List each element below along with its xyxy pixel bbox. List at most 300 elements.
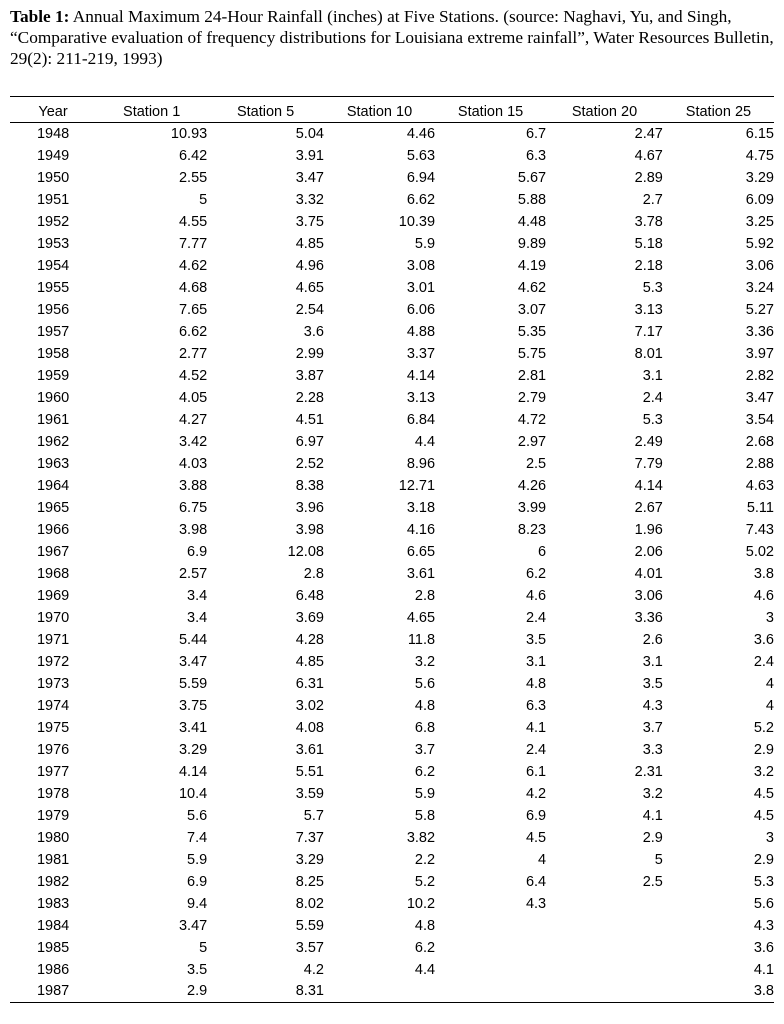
station-10-cell bbox=[324, 981, 435, 1003]
year-cell: 1955 bbox=[36, 279, 70, 296]
station-20-cell: 2.4 bbox=[642, 389, 663, 406]
station-15-cell: 4.5 bbox=[525, 829, 547, 846]
column-header-station-1: Station 1 bbox=[123, 104, 181, 120]
station-15-cell: 5.88 bbox=[517, 191, 547, 208]
year-cell: 1964 bbox=[36, 477, 70, 494]
station-10-cell: 3.7 bbox=[414, 741, 436, 758]
station-5-cell: 4.65 bbox=[295, 279, 324, 296]
station-25-cell: 5.11 bbox=[746, 499, 774, 516]
station-10-cell: 3.18 bbox=[406, 499, 436, 516]
year-cell: 1965 bbox=[36, 499, 70, 516]
station-20-cell: 3.5 bbox=[642, 675, 663, 692]
station-1-cell: 3.41 bbox=[178, 719, 208, 736]
station-20-cell: 2.49 bbox=[634, 433, 663, 450]
station-20-cell: 7.17 bbox=[634, 323, 663, 340]
station-15-cell: 4.62 bbox=[517, 279, 547, 296]
year-cell: 1977 bbox=[36, 763, 70, 780]
station-1-cell: 3.75 bbox=[178, 697, 208, 714]
station-15-cell: 4.2 bbox=[525, 785, 547, 802]
station-5-cell: 3.59 bbox=[295, 785, 324, 802]
station-20-cell: 3.78 bbox=[634, 213, 663, 230]
station-25-cell: 5.6 bbox=[753, 895, 774, 912]
table-row bbox=[10, 739, 774, 761]
station-15-cell: 2.79 bbox=[517, 389, 547, 406]
station-5-cell: 4.28 bbox=[295, 631, 324, 648]
station-25-cell: 2.82 bbox=[745, 367, 774, 384]
station-1-cell: 7.4 bbox=[187, 829, 208, 846]
station-5-cell: 5.51 bbox=[295, 763, 324, 780]
station-1-cell: 4.27 bbox=[178, 411, 208, 428]
station-25-cell: 4.6 bbox=[753, 587, 774, 604]
station-25-cell: 3.8 bbox=[753, 983, 774, 1000]
station-5-cell: 2.99 bbox=[295, 345, 324, 362]
column-header-station-5: Station 5 bbox=[236, 104, 295, 120]
station-5-cell: 3.47 bbox=[295, 169, 324, 186]
station-25-cell: 3.54 bbox=[745, 411, 774, 428]
table-row bbox=[10, 695, 774, 717]
year-cell: 1971 bbox=[36, 631, 70, 648]
station-25-cell: 5.27 bbox=[745, 301, 774, 318]
table-row bbox=[10, 475, 774, 497]
station-1-cell: 5.59 bbox=[178, 675, 208, 692]
station-1-cell: 5.9 bbox=[187, 851, 208, 868]
station-1-cell: 4.68 bbox=[178, 279, 208, 296]
station-1-cell: 4.62 bbox=[178, 257, 208, 274]
year-cell: 1980 bbox=[36, 829, 70, 846]
year-cell: 1954 bbox=[36, 257, 70, 274]
station-25-cell: 5.3 bbox=[753, 873, 774, 890]
station-10-cell: 4.4 bbox=[414, 961, 436, 978]
station-15-cell: 5.75 bbox=[517, 345, 547, 362]
table-row bbox=[10, 233, 774, 255]
caption-label: Table 1: bbox=[10, 7, 70, 26]
station-20-cell: 3.36 bbox=[634, 609, 663, 626]
station-15-cell: 3.1 bbox=[525, 653, 547, 670]
station-15-cell: 4.48 bbox=[517, 213, 547, 230]
station-5-cell: 4.85 bbox=[295, 653, 324, 670]
station-5-cell: 4.51 bbox=[295, 411, 324, 428]
station-1-cell: 4.52 bbox=[178, 367, 208, 384]
station-25-cell: 6.15 bbox=[745, 125, 774, 142]
year-cell: 1981 bbox=[36, 851, 70, 868]
station-5-cell: 2.28 bbox=[295, 389, 324, 406]
year-cell: 1958 bbox=[36, 345, 70, 362]
station-5-cell: 5.7 bbox=[303, 807, 324, 824]
station-10-cell: 6.62 bbox=[406, 191, 436, 208]
station-5-cell: 6.48 bbox=[295, 587, 324, 604]
year-cell: 1986 bbox=[36, 961, 70, 978]
column-header-station-10: Station 10 bbox=[346, 104, 413, 120]
table-row bbox=[10, 607, 774, 629]
year-cell: 1969 bbox=[36, 587, 70, 604]
station-10-cell: 6.84 bbox=[406, 411, 436, 428]
station-1-cell: 7.65 bbox=[178, 301, 208, 318]
year-cell: 1984 bbox=[36, 917, 70, 934]
year-cell: 1987 bbox=[36, 983, 70, 1000]
table-row bbox=[10, 673, 774, 695]
year-cell: 1952 bbox=[36, 213, 70, 230]
station-15-cell: 6.7 bbox=[525, 125, 547, 142]
year-cell: 1973 bbox=[36, 675, 70, 692]
station-1-cell: 4.05 bbox=[178, 389, 208, 406]
table-row bbox=[10, 321, 774, 343]
station-1-cell: 3.29 bbox=[178, 741, 208, 758]
station-20-cell: 1.96 bbox=[634, 521, 663, 538]
year-cell: 1949 bbox=[36, 147, 70, 164]
table-row bbox=[10, 211, 774, 233]
station-1-cell: 10.4 bbox=[178, 785, 208, 802]
station-20-cell: 2.89 bbox=[634, 169, 663, 186]
column-header-station-25: Station 25 bbox=[685, 104, 752, 120]
station-25-cell: 4.75 bbox=[745, 147, 774, 164]
station-5-cell: 5.04 bbox=[295, 125, 324, 142]
table-row bbox=[10, 871, 774, 893]
station-10-cell: 6.94 bbox=[406, 169, 436, 186]
station-25-cell: 3 bbox=[765, 829, 774, 846]
station-1-cell: 3.5 bbox=[187, 961, 208, 978]
table-row bbox=[10, 761, 774, 783]
station-15-cell: 2.4 bbox=[525, 741, 547, 758]
station-10-cell: 5.6 bbox=[414, 675, 436, 692]
station-5-cell: 3.98 bbox=[295, 521, 324, 538]
station-20-cell: 4.01 bbox=[634, 565, 663, 582]
station-5-cell: 3.96 bbox=[295, 499, 324, 516]
station-20-cell: 5.3 bbox=[642, 279, 663, 296]
station-20-cell: 2.18 bbox=[634, 257, 663, 274]
station-15-cell: 6.3 bbox=[525, 147, 547, 164]
station-20-cell bbox=[546, 893, 663, 915]
station-1-cell: 5 bbox=[199, 191, 208, 208]
station-5-cell: 3.32 bbox=[295, 191, 324, 208]
station-25-cell: 5.02 bbox=[745, 543, 774, 560]
station-1-cell: 3.98 bbox=[178, 521, 208, 538]
station-25-cell: 2.88 bbox=[745, 455, 774, 472]
station-10-cell: 4.65 bbox=[406, 609, 436, 626]
station-15-cell: 4.8 bbox=[525, 675, 547, 692]
station-10-cell: 5.9 bbox=[414, 785, 436, 802]
station-5-cell: 3.69 bbox=[295, 609, 324, 626]
station-20-cell bbox=[546, 915, 663, 937]
station-1-cell: 3.42 bbox=[178, 433, 208, 450]
table-row bbox=[10, 563, 774, 585]
year-cell: 1959 bbox=[36, 367, 70, 384]
station-25-cell: 3.24 bbox=[745, 279, 774, 296]
year-cell: 1972 bbox=[36, 653, 70, 670]
station-15-cell: 5.67 bbox=[517, 169, 547, 186]
station-15-cell: 9.89 bbox=[517, 235, 547, 252]
station-10-cell: 4.8 bbox=[414, 917, 436, 934]
table-row bbox=[10, 343, 774, 365]
station-1-cell: 7.77 bbox=[178, 235, 208, 252]
station-20-cell: 2.6 bbox=[642, 631, 663, 648]
station-5-cell: 6.31 bbox=[295, 675, 324, 692]
year-cell: 1967 bbox=[36, 543, 70, 560]
year-cell: 1974 bbox=[36, 697, 70, 714]
station-25-cell: 3.36 bbox=[745, 323, 774, 340]
station-15-cell bbox=[435, 981, 546, 1003]
station-5-cell: 7.37 bbox=[295, 829, 324, 846]
station-1-cell: 4.55 bbox=[178, 213, 208, 230]
table-row bbox=[10, 959, 774, 981]
station-1-cell: 4.03 bbox=[178, 455, 208, 472]
station-20-cell: 3.3 bbox=[642, 741, 663, 758]
station-15-cell bbox=[435, 959, 546, 981]
year-cell: 1951 bbox=[36, 191, 70, 208]
station-10-cell: 8.96 bbox=[406, 455, 436, 472]
station-10-cell: 3.61 bbox=[406, 565, 436, 582]
year-cell: 1966 bbox=[36, 521, 70, 538]
station-10-cell: 4.4 bbox=[414, 433, 436, 450]
station-5-cell: 12.08 bbox=[287, 543, 324, 560]
station-25-cell: 4 bbox=[765, 697, 774, 714]
station-1-cell: 3.47 bbox=[178, 653, 208, 670]
table-row bbox=[10, 937, 774, 959]
station-5-cell: 8.38 bbox=[295, 477, 324, 494]
station-15-cell: 4.6 bbox=[525, 587, 547, 604]
station-20-cell: 5.18 bbox=[634, 235, 663, 252]
year-cell: 1975 bbox=[36, 719, 70, 736]
table-row bbox=[10, 431, 774, 453]
station-5-cell: 3.75 bbox=[295, 213, 324, 230]
station-25-cell: 7.43 bbox=[745, 521, 774, 538]
station-20-cell: 4.14 bbox=[634, 477, 663, 494]
station-1-cell: 6.9 bbox=[187, 543, 208, 560]
station-20-cell: 2.7 bbox=[642, 191, 663, 208]
station-25-cell: 4.63 bbox=[745, 477, 774, 494]
station-10-cell: 3.13 bbox=[406, 389, 436, 406]
station-20-cell: 3.13 bbox=[634, 301, 663, 318]
station-25-cell: 3.29 bbox=[745, 169, 774, 186]
station-10-cell: 4.88 bbox=[406, 323, 436, 340]
station-20-cell: 3.1 bbox=[642, 367, 663, 384]
station-15-cell: 4.72 bbox=[517, 411, 547, 428]
station-1-cell: 6.75 bbox=[178, 499, 208, 516]
station-5-cell: 2.8 bbox=[303, 565, 324, 582]
year-cell: 1983 bbox=[36, 895, 70, 912]
station-20-cell: 3.2 bbox=[642, 785, 663, 802]
station-15-cell: 3.99 bbox=[517, 499, 547, 516]
station-1-cell: 4.14 bbox=[178, 763, 208, 780]
station-10-cell: 2.2 bbox=[414, 851, 436, 868]
station-10-cell: 4.8 bbox=[414, 697, 436, 714]
station-1-cell: 2.77 bbox=[178, 345, 208, 362]
station-15-cell: 5.35 bbox=[517, 323, 547, 340]
station-15-cell: 6.2 bbox=[525, 565, 547, 582]
station-10-cell: 4.16 bbox=[406, 521, 436, 538]
year-cell: 1970 bbox=[36, 609, 70, 626]
station-5-cell: 8.02 bbox=[295, 895, 324, 912]
table-row bbox=[10, 651, 774, 673]
station-20-cell: 4.3 bbox=[642, 697, 663, 714]
table-caption bbox=[10, 6, 774, 69]
station-20-cell: 2.31 bbox=[634, 763, 663, 780]
station-10-cell: 4.46 bbox=[406, 125, 436, 142]
station-20-cell bbox=[546, 937, 663, 959]
table-row bbox=[10, 145, 774, 167]
year-cell: 1960 bbox=[36, 389, 70, 406]
station-1-cell: 10.93 bbox=[170, 125, 208, 142]
station-5-cell: 3.57 bbox=[295, 939, 324, 956]
station-10-cell: 6.2 bbox=[414, 939, 436, 956]
station-5-cell: 4.85 bbox=[295, 235, 324, 252]
station-20-cell: 2.06 bbox=[634, 543, 663, 560]
station-25-cell: 2.68 bbox=[745, 433, 774, 450]
year-cell: 1976 bbox=[36, 741, 70, 758]
year-cell: 1978 bbox=[36, 785, 70, 802]
station-10-cell: 3.82 bbox=[406, 829, 436, 846]
year-cell: 1979 bbox=[36, 807, 70, 824]
table-row bbox=[10, 255, 774, 277]
year-cell: 1963 bbox=[36, 455, 70, 472]
station-15-cell: 6.4 bbox=[525, 873, 547, 890]
table-row bbox=[10, 277, 774, 299]
table-row bbox=[10, 497, 774, 519]
station-25-cell: 4 bbox=[765, 675, 774, 692]
station-10-cell: 3.01 bbox=[406, 279, 436, 296]
table-row bbox=[10, 519, 774, 541]
rainfall-table bbox=[10, 96, 774, 1003]
station-1-cell: 6.9 bbox=[187, 873, 208, 890]
station-20-cell: 7.79 bbox=[634, 455, 663, 472]
table-row bbox=[10, 783, 774, 805]
station-20-cell: 3.06 bbox=[634, 587, 663, 604]
table-row bbox=[10, 541, 774, 563]
station-5-cell: 4.96 bbox=[295, 257, 324, 274]
table-row bbox=[10, 123, 774, 145]
station-25-cell: 4.1 bbox=[753, 961, 774, 978]
station-15-cell: 2.81 bbox=[517, 367, 547, 384]
station-5-cell: 6.97 bbox=[295, 433, 324, 450]
year-cell: 1948 bbox=[36, 125, 70, 142]
year-cell: 1962 bbox=[36, 433, 70, 450]
station-25-cell: 5.2 bbox=[753, 719, 774, 736]
table-row bbox=[10, 365, 774, 387]
header-row bbox=[10, 97, 774, 123]
year-cell: 1968 bbox=[36, 565, 70, 582]
station-5-cell: 8.31 bbox=[295, 983, 324, 1000]
table-row bbox=[10, 915, 774, 937]
station-15-cell: 6.9 bbox=[525, 807, 547, 824]
year-cell: 1961 bbox=[36, 411, 70, 428]
station-10-cell: 3.37 bbox=[406, 345, 436, 362]
station-5-cell: 4.2 bbox=[303, 961, 324, 978]
station-10-cell: 6.8 bbox=[414, 719, 436, 736]
column-header-year: Year bbox=[38, 104, 68, 120]
station-15-cell: 4 bbox=[538, 851, 547, 868]
station-20-cell: 5 bbox=[654, 851, 663, 868]
station-25-cell: 3 bbox=[765, 609, 774, 626]
station-5-cell: 3.61 bbox=[295, 741, 324, 758]
station-15-cell: 4.19 bbox=[517, 257, 547, 274]
station-1-cell: 5.44 bbox=[178, 631, 208, 648]
station-20-cell: 2.9 bbox=[642, 829, 663, 846]
station-25-cell: 4.5 bbox=[753, 785, 774, 802]
station-25-cell: 2.4 bbox=[753, 653, 774, 670]
station-10-cell: 5.63 bbox=[406, 147, 436, 164]
year-cell: 1953 bbox=[36, 235, 70, 252]
table-row bbox=[10, 629, 774, 651]
table-row bbox=[10, 453, 774, 475]
station-5-cell: 2.54 bbox=[295, 301, 324, 318]
station-10-cell: 6.06 bbox=[406, 301, 436, 318]
station-5-cell: 3.02 bbox=[295, 697, 324, 714]
station-15-cell: 3.5 bbox=[525, 631, 547, 648]
station-5-cell: 3.6 bbox=[303, 323, 324, 340]
station-15-cell bbox=[435, 915, 546, 937]
table-row bbox=[10, 849, 774, 871]
station-10-cell: 10.2 bbox=[406, 895, 436, 912]
station-5-cell: 3.87 bbox=[295, 367, 324, 384]
column-header-station-20: Station 20 bbox=[571, 104, 638, 120]
station-10-cell: 3.2 bbox=[414, 653, 436, 670]
station-10-cell: 6.2 bbox=[414, 763, 436, 780]
station-25-cell: 3.25 bbox=[745, 213, 774, 230]
station-1-cell: 2.57 bbox=[178, 565, 208, 582]
station-5-cell: 3.91 bbox=[295, 147, 324, 164]
station-15-cell: 4.3 bbox=[525, 895, 547, 912]
station-15-cell: 6.3 bbox=[525, 697, 547, 714]
year-cell: 1985 bbox=[36, 939, 70, 956]
station-10-cell: 5.8 bbox=[414, 807, 436, 824]
station-1-cell: 9.4 bbox=[187, 895, 208, 912]
station-20-cell: 2.67 bbox=[634, 499, 663, 516]
table-row bbox=[10, 189, 774, 211]
station-20-cell: 5.3 bbox=[642, 411, 663, 428]
station-1-cell: 2.9 bbox=[187, 983, 208, 1000]
station-10-cell: 6.65 bbox=[406, 543, 436, 560]
station-25-cell: 3.06 bbox=[745, 257, 774, 274]
station-10-cell: 11.8 bbox=[407, 631, 436, 648]
station-25-cell: 3.8 bbox=[753, 565, 774, 582]
table-row bbox=[10, 409, 774, 431]
station-1-cell: 3.4 bbox=[187, 587, 208, 604]
station-15-cell: 2.4 bbox=[525, 609, 547, 626]
station-25-cell: 3.47 bbox=[745, 389, 774, 406]
station-25-cell: 2.9 bbox=[753, 851, 774, 868]
station-20-cell: 8.01 bbox=[634, 345, 663, 362]
station-25-cell: 3.6 bbox=[753, 939, 774, 956]
station-25-cell: 5.92 bbox=[745, 235, 774, 252]
station-5-cell: 3.29 bbox=[295, 851, 324, 868]
station-1-cell: 3.88 bbox=[178, 477, 208, 494]
station-10-cell: 5.2 bbox=[414, 873, 436, 890]
station-15-cell: 8.23 bbox=[517, 521, 547, 538]
station-15-cell: 2.97 bbox=[517, 433, 547, 450]
station-10-cell: 12.71 bbox=[398, 477, 436, 494]
station-10-cell: 3.08 bbox=[406, 257, 436, 274]
station-10-cell: 5.9 bbox=[414, 235, 436, 252]
station-15-cell bbox=[435, 937, 546, 959]
table-row bbox=[10, 299, 774, 321]
station-5-cell: 8.25 bbox=[295, 873, 324, 890]
station-20-cell bbox=[546, 959, 663, 981]
station-20-cell: 3.1 bbox=[642, 653, 663, 670]
column-header-station-15: Station 15 bbox=[457, 104, 524, 120]
year-cell: 1982 bbox=[36, 873, 70, 890]
station-20-cell: 2.5 bbox=[642, 873, 663, 890]
table-row bbox=[10, 167, 774, 189]
station-10-cell: 4.14 bbox=[406, 367, 436, 384]
station-15-cell: 4.1 bbox=[525, 719, 547, 736]
year-cell: 1950 bbox=[36, 169, 70, 186]
station-25-cell: 4.3 bbox=[753, 917, 774, 934]
table-row bbox=[10, 893, 774, 915]
caption-text: Annual Maximum 24-Hour Rainfall (inches) at Five Stations. (source: Naghavi, Yu, and Singh, “Comparative evaluation of frequency distributions for Louisiana extreme rainfall”, Water Resources Bulletin, 29(2): 211-219, 1993) bbox=[10, 7, 774, 68]
station-25-cell: 3.97 bbox=[745, 345, 774, 362]
table-header bbox=[10, 97, 774, 123]
table-row bbox=[10, 805, 774, 827]
station-10-cell: 10.39 bbox=[398, 213, 436, 230]
